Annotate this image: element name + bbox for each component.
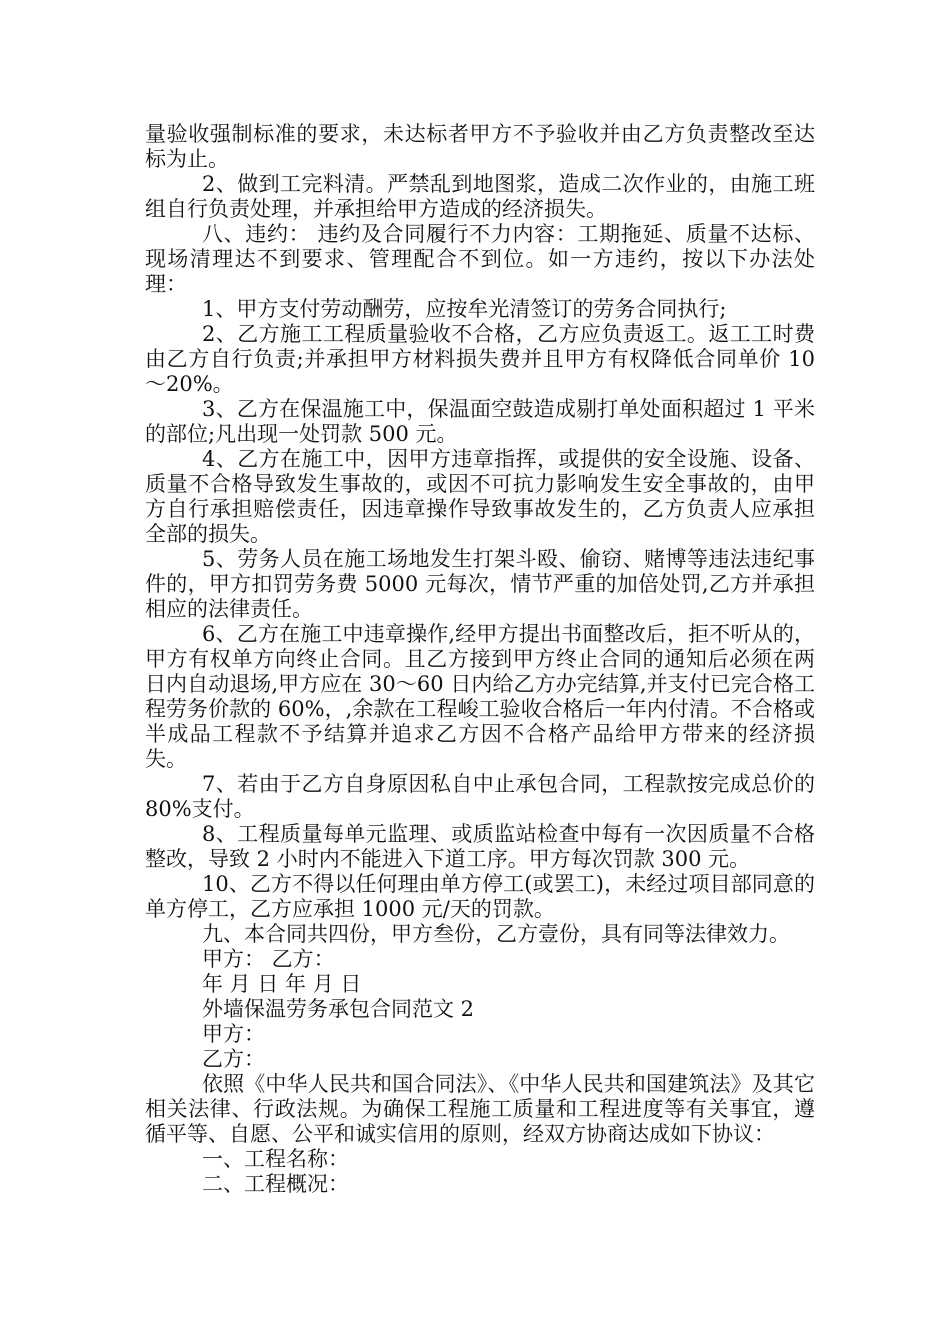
paragraph-clean-site: 2、做到工完料清。严禁乱到地图浆，造成二次作业的，由施工班组自行负责处理，并承担给甲方造成的经济损失。 (145, 172, 815, 221)
breach-item-4: 4、乙方在施工中，因甲方违章指挥，或提供的安全设施、设备、质量不合格导致发生事故的，或因不可抗力影响发生安全事故的，由甲方自行承担赔偿责任，因违章操作导致事故发生的，乙方负责人应承担全部的损失。 (145, 447, 815, 546)
paragraph-acceptance-standard: 量验收强制标准的要求，未达标者甲方不予验收并由乙方负责整改至达标为止。 (145, 122, 815, 171)
signature-parties: 甲方： 乙方： (202, 947, 335, 971)
party-a-label: 甲方： (202, 1022, 265, 1046)
document-body (145, 122, 815, 1197)
breach-item-10: 10、乙方不得以任何理由单方停工(或罢工)，未经过项目部同意的单方停工，乙方应承担 1000 元/天的罚款。 (145, 872, 815, 921)
breach-item-3: 3、乙方在保温施工中，保温面空鼓造成剔打单处面积超过 1 平米的部位;凡出现一处罚款 500 元。 (145, 397, 815, 446)
preamble-paragraph: 依照《中华人民共和国合同法》、《中华人民共和国建筑法》及其它相关法律、行政法规。为确保工程施工质量和工程进度等有关事宜，遵循平等、自愿、公平和诚实信用的原则，经双方协商达成如下协议： (145, 1072, 815, 1146)
contract-title-2: 外墙保温劳务承包合同范文 2 (202, 997, 475, 1021)
breach-item-5: 5、劳务人员在施工场地发生打架斗殴、偷窃、赌博等违法违纪事件的，甲方扣罚劳务费 5000 元每次，情节严重的加倍处罚,乙方并承担相应的法律责任。 (145, 547, 815, 621)
signature-dates: 年 月 日 年 月 日 (202, 972, 362, 996)
breach-item-8: 8、工程质量每单元监理、或质监站检查中每有一次因质量不合格整改，导致 2 小时内不能进入下道工序。甲方每次罚款 300 元。 (145, 822, 815, 871)
breach-item-2: 2、乙方施工工程质量验收不合格，乙方应负责返工。返工工时费由乙方自行负责;并承担甲方材料损失费并且甲方有权降低合同单价 10～20%。 (145, 322, 815, 396)
section-heading-copies: 九、本合同共四份，甲方叁份，乙方壹份，具有同等法律效力。 (202, 922, 790, 946)
breach-item-7: 7、若由于乙方自身原因私自中止承包合同，工程款按完成总价的 80%支付。 (145, 772, 815, 821)
breach-item-1: 1、甲方支付劳动酬劳，应按牟光清签订的劳务合同执行; (202, 297, 727, 321)
breach-item-6: 6、乙方在施工中违章操作,经甲方提出书面整改后，拒不听从的， 甲方有权单方向终止合同。且乙方接到甲方终止合同的通知后必须在两日内自动退场,甲方应在 30～60 日内给乙方办完结算,并支付已完合格工程劳务价款的 60%，,余款在工程峻工验收合格后一年内付清。不合格或半成品工程款不予结算并追求乙方因不合格产品给甲方带来的经济损失。 (145, 622, 815, 771)
section-project-overview: 二、工程概况： (202, 1172, 349, 1196)
party-b-label: 乙方： (202, 1047, 265, 1071)
section-project-name: 一、工程名称： (202, 1147, 349, 1171)
section-heading-breach: 八、违约： 违约及合同履行不力内容：工期拖延、质量不达标、现场清理达不到要求、管理配合不到位。如一方违约，按以下办法处理： (145, 222, 815, 296)
